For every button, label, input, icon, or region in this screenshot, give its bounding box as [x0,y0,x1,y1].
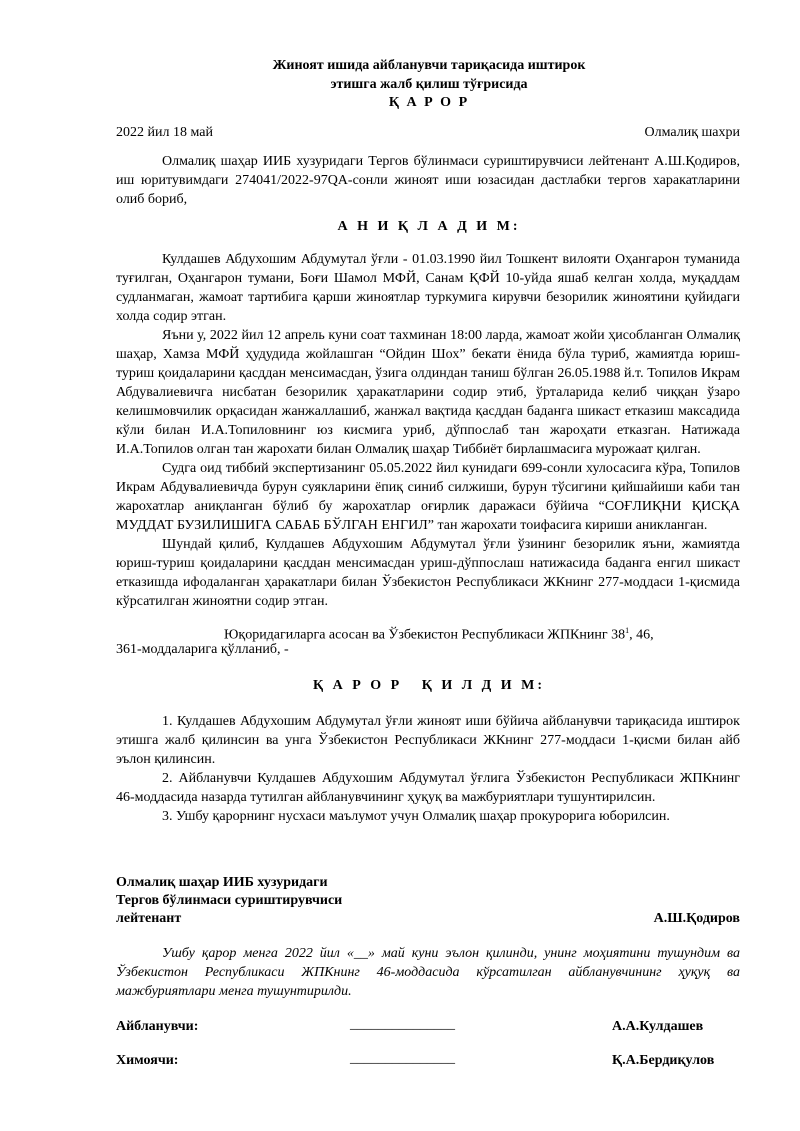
defender-label: Химоячи: [116,1053,179,1068]
section-heading-findings: А Н И Қ Л А Д И М: [337,219,521,234]
acknowledgement-block [116,944,740,1001]
accused-name: А.А.Кулдашев [612,1019,704,1034]
decision-item: 3. Ушбу қарорнинг нусхаси маълумот учун Олмалиқ шаҳар прокурорига юборилсин. [162,809,670,824]
title-line-3: Қ А Р О Р [388,95,470,110]
signature-line-2: Тергов бўлинмаси суриштирувчиси [116,893,343,908]
findings-paragraph: Яъни у, 2022 йил 12 апрель куни соат тахминан 18:00 ларда, жамоат жойи ҳисобланган Олмалиқ шаҳар, Хамза МФЙ ҳудудида жойлашган “Ойдин Шох” бекати ёнида бўла туриб, жамиятда юриш-туриш қоидаларини қасддан менсимасдан, ўзига олдиндан таниш бўлган 26.05.1988 й.т. Топилов Икрам Абдувалиевичга нисбатан безорилик ҳаракатларини содир этиб, ўрталарида келиб чиққан ўзаро келишмовчилик орқасидан жанжаллашиб, жанжал вақтида қасддан баданга шикаст етказиш максадида кўли билан И.А.Топиловнинг юз кисмига уриб, дўппослаб тан жароҳати етказган. Натижада И.А.Топилов олган тан жарохати билан Олмалиқ шаҳар Тиббиёт бирлашмасига мурожаат қилган. [116,328,740,457]
signature-line-1: Олмалиқ шаҳар ИИБ хузуридаги [116,875,328,890]
document-city: Олмалиқ шахри [644,125,740,140]
document-date: 2022 йил 18 май [116,125,213,140]
title-line-1: Жиноят ишида айбланувчи тариқасида иштирок [272,58,586,73]
signature-line-3: лейтенант [116,911,182,926]
findings-paragraph: Кулдашев Абдухошим Абдумутал ўғли - 01.03.1990 йил Тошкент вилояти Оҳангарон туманида туғилган, Оҳангарон тумани, Боғи Шамол МФЙ, Санам ҚФЙ 10-уйда яшаб келган холда, муқаддам судланмаган, жамоат тартибига қарши жиноятлар туркумига кирувчи безорилик жиноятини қуйидаги холда содир этган. [116,252,740,324]
acknowledgement-text: Ушбу қарор менга 2022 йил «__» май куни эълон қилинди, унинг моҳиятини тушундим ва Ўзбекистон Республикаси ЖПКнинг 46-моддасида кўрсатилган айбланувчининг ҳуқуқ ва мажбуриятлари менга тушунтирилди. [116,946,740,999]
defender-name: Қ.А.Бердиқулов [612,1053,715,1068]
intro-block [116,152,740,209]
decision-item: 2. Айбланувчи Кулдашев Абдухошим Абдумутал ўғлига Ўзбекистон Республикаси ЖПКнинг 46-моддасида назарда тутилган айбланувчининг ҳуқуқ ва мажбуриятлари тушунтирилсин. [116,771,740,805]
findings-block [116,250,740,611]
intro-paragraph: Олмалиқ шаҳар ИИБ хузуридаги Тергов бўлинмаси суриштирувчиси лейтенант А.Ш.Қодиров, иш юритувимдаги 274041/2022-97QА-сонли жиноят иши юзасидан дастлабки тергов харакатларини олиб бориб, [116,154,740,207]
basis-line-2: 361-моддаларига қўлланиб, - [116,642,289,657]
findings-paragraph: Судга оид тиббий экспертизанинг 05.05.2022 йил кунидаги 699-сонли хулосасига кўра, Топилов Икрам Абдувалиевичда бурун суякларини ёпиқ синиб силжиши, бурун тўсигини қийшайиши каби тан жарохатлар аниқланган бўлиб бу жарохатлар оғирлик даражаси бўйича “СОҒЛИҚНИ ҚИСҚА МУДДАТ БУЗИЛИШИГА САБАБ БЎЛГАН ЕНГИЛ” тан жарохати тоифасига кириши аникланган. [116,461,740,533]
signatory-name: А.Ш.Қодиров [653,911,740,926]
title-line-2: этишга жалб қилиш тўғрисида [330,77,528,92]
basis-text-a: Юқоридагиларга асосан ва Ўзбекистон Республикаси ЖПКнинг 38 [224,627,626,643]
basis-text-b: , 46, [629,627,654,643]
findings-paragraph: Шундай қилиб, Кулдашев Абдухошим Абдумутал ўғли ўзининг безорилик яъни, жамиятда юриш-туриш қоидаларини қасддан менсимасдан уриш-дўппослаш натижасида баданга енгил шикаст етказишда ифодаланган ҳаракатлари билан Ўзбекистон Республикаси ЖКнинг 277-моддаси 1-қисмида кўрсатилган жиноятни содир этган. [116,537,740,609]
basis-superscript: 1 [625,626,630,635]
accused-signature-blank: _______________ [350,1017,455,1032]
decisions-block [116,712,740,826]
defender-signature-blank: _______________ [350,1051,455,1066]
accused-label: Айбланувчи: [116,1019,199,1034]
decision-item: 1. Кулдашев Абдухошим Абдумутал ўғли жиноят иши бўйича айбланувчи тариқасида иштирок этишга жалб қилинсин ва унга Ўзбекистон Республикаси ЖКнинг 277-моддаси 1-қисми билан айб эълон қилинсин. [116,714,740,767]
section-heading-decision: Қ А Р О Р Қ И Л Д И М: [312,678,546,693]
